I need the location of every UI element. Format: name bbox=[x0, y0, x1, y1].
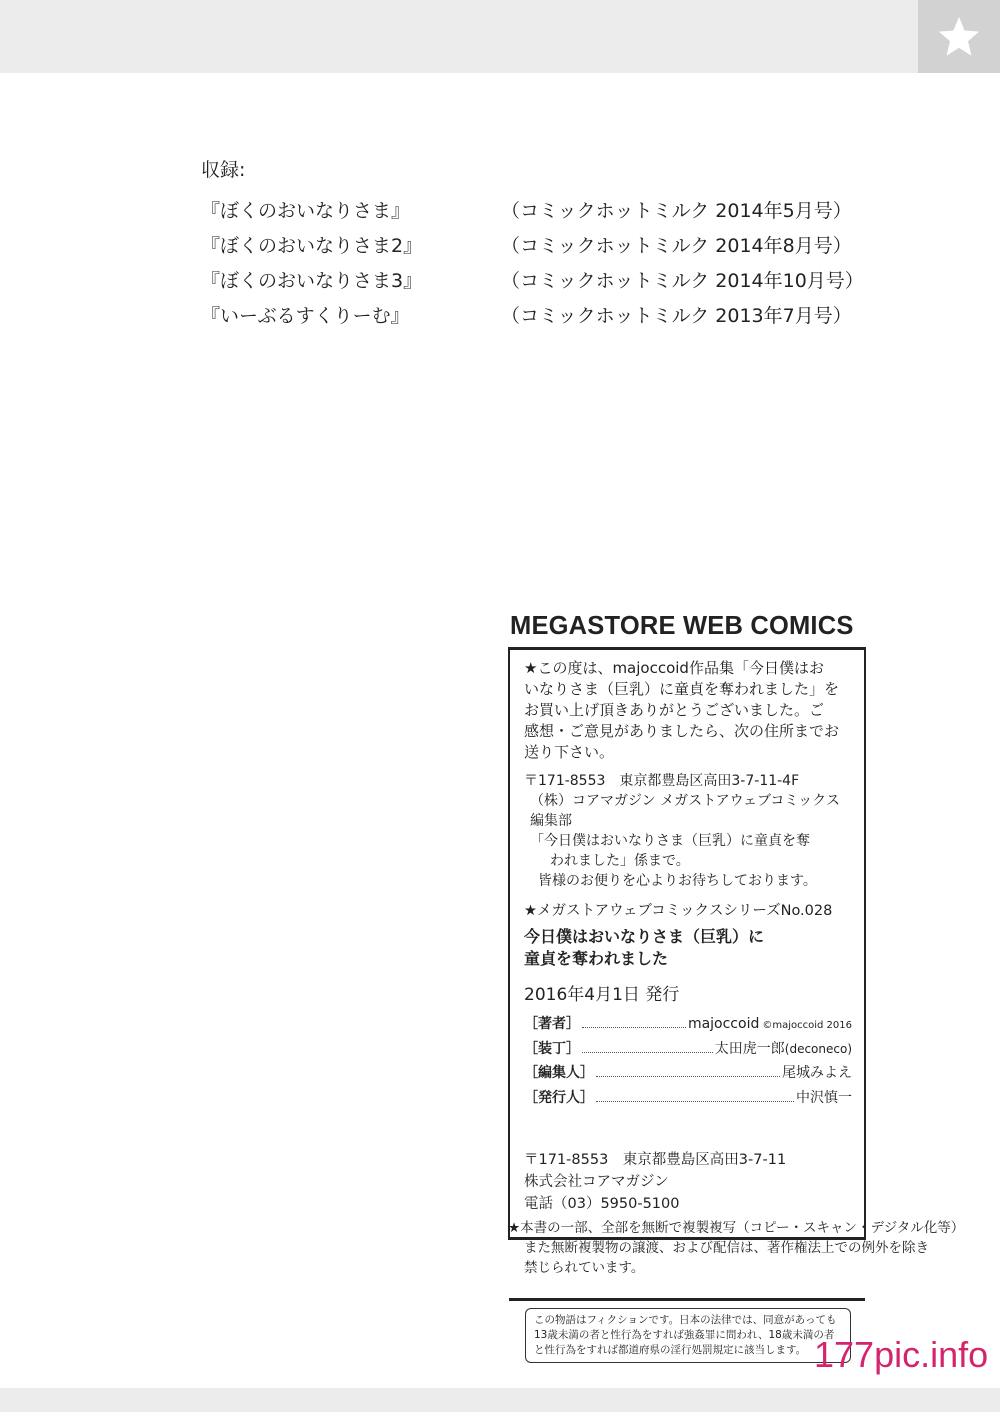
credit-name: 太田虎一郎 bbox=[714, 1040, 785, 1057]
colophon bbox=[508, 612, 866, 1240]
credit-role: ［著者］ bbox=[524, 1016, 580, 1032]
story-source: （コミックホットミルク 2014年8月号） bbox=[501, 235, 852, 257]
story-title: 『いーぶるすくりーむ』 bbox=[201, 305, 410, 327]
publisher-info bbox=[524, 1111, 852, 1231]
credit-role: ［装丁］ bbox=[524, 1040, 580, 1057]
colophon-box bbox=[508, 650, 866, 1237]
address-line: 〒171-8553 東京都豊島区高田3-7-11-4F bbox=[524, 773, 800, 789]
notice-box bbox=[525, 1308, 851, 1363]
fiction-notice bbox=[509, 1298, 865, 1363]
contents-row bbox=[201, 297, 864, 332]
series-number: ★メガストアウェブコミックスシリーズNo.028 bbox=[524, 903, 833, 919]
rights-line: 禁じられています。 bbox=[524, 1260, 645, 1276]
message-line: ★この度は、majoccoid作品集「今日僕はお bbox=[524, 659, 824, 677]
rights-line: また無断複製物の譲渡、および配信は、著作権法上での例外を除き bbox=[524, 1240, 929, 1256]
dot-leader bbox=[582, 1027, 686, 1028]
star-icon bbox=[936, 14, 982, 60]
title-line: 童貞を奪われました bbox=[524, 949, 669, 968]
contents-list bbox=[201, 155, 864, 332]
star-tab bbox=[918, 0, 1000, 73]
address-line: われました」係まで。 bbox=[550, 853, 690, 869]
story-source: （コミックホットミルク 2013年7月号） bbox=[501, 305, 852, 327]
credit-design bbox=[524, 1038, 852, 1063]
book-title bbox=[524, 926, 852, 970]
title-line: 今日僕はおいなりさま（巨乳）に bbox=[524, 927, 765, 946]
address-line: 「今日僕はおいなりさま（巨乳）に童貞を奪 bbox=[530, 833, 810, 849]
address-line: （株）コアマガジン メガストアウェブコミックス編集部 bbox=[530, 793, 840, 829]
dot-leader bbox=[596, 1076, 780, 1077]
credit-role: ［発行人］ bbox=[524, 1089, 594, 1106]
notice-line: この物語はフィクションです。日本の法律では、同意があっても bbox=[534, 1314, 837, 1326]
publish-date: 2016年4月1日 発行 bbox=[524, 985, 680, 1005]
notice-line: と性行為をすれば都道府県の淫行処罰規定に該当します。 bbox=[534, 1344, 807, 1356]
dot-leader bbox=[582, 1052, 713, 1053]
story-title: 『ぼくのおいなりさま3』 bbox=[201, 270, 423, 292]
message-line: お買い上げ頂きありがとうございました。ご bbox=[524, 701, 825, 719]
credit-sub: (deconeco) bbox=[784, 1041, 852, 1056]
credit-name: 尾城みよえ bbox=[782, 1065, 852, 1081]
credit-role: ［編集人］ bbox=[524, 1065, 594, 1081]
mail-address bbox=[524, 771, 852, 891]
copyright-notice bbox=[508, 1218, 978, 1278]
contents-row bbox=[201, 227, 864, 262]
story-title: 『ぼくのおいなりさま』 bbox=[201, 200, 411, 222]
story-source: （コミックホットミルク 2014年5月号） bbox=[501, 200, 852, 222]
credit-author bbox=[524, 1013, 852, 1038]
credit-publisher bbox=[524, 1087, 852, 1112]
publisher-line: 株式会社コアマガジン bbox=[524, 1174, 669, 1190]
top-band bbox=[0, 0, 918, 73]
contents-row bbox=[201, 192, 864, 227]
notice-rule bbox=[509, 1298, 865, 1301]
story-title: 『ぼくのおいなりさま2』 bbox=[201, 235, 423, 257]
message-line: いなりさま（巨乳）に童貞を奪われました」を bbox=[524, 680, 840, 698]
notice-line: 13歳未満の者と性行為をすれば強姦罪に問われ、18歳未満の者 bbox=[534, 1329, 835, 1341]
brand-logo: MEGASTORE WEB COMICS bbox=[508, 612, 866, 650]
contents-heading: 収録: bbox=[201, 159, 246, 181]
dot-leader bbox=[596, 1101, 794, 1102]
credit-editor bbox=[524, 1062, 852, 1087]
message-line: 感想・ご意見がありましたら、次の住所までお bbox=[524, 722, 840, 740]
credit-name: majoccoid bbox=[687, 1016, 760, 1032]
address-line: 皆様のお便りを心よりお待ちしております。 bbox=[538, 873, 817, 889]
message-line: 送り下さい。 bbox=[524, 743, 615, 761]
credit-name: 中沢慎一 bbox=[796, 1089, 852, 1106]
credits bbox=[524, 1013, 852, 1111]
thank-you-message bbox=[524, 658, 852, 763]
copyright-note: ©majoccoid 2016 bbox=[762, 1020, 852, 1031]
publisher-line: 電話（03）5950-5100 bbox=[524, 1196, 680, 1212]
contents-row bbox=[201, 262, 864, 297]
rights-line: ★本書の一部、全部を無断で複製複写（コピー・スキャン・デジタル化等） bbox=[508, 1220, 965, 1236]
watermark: 177pic.info bbox=[814, 1334, 989, 1375]
publisher-line: 〒171-8553 東京都豊島区高田3-7-11 bbox=[524, 1152, 787, 1168]
story-source: （コミックホットミルク 2014年10月号） bbox=[501, 270, 864, 292]
bottom-band bbox=[0, 1388, 1000, 1412]
